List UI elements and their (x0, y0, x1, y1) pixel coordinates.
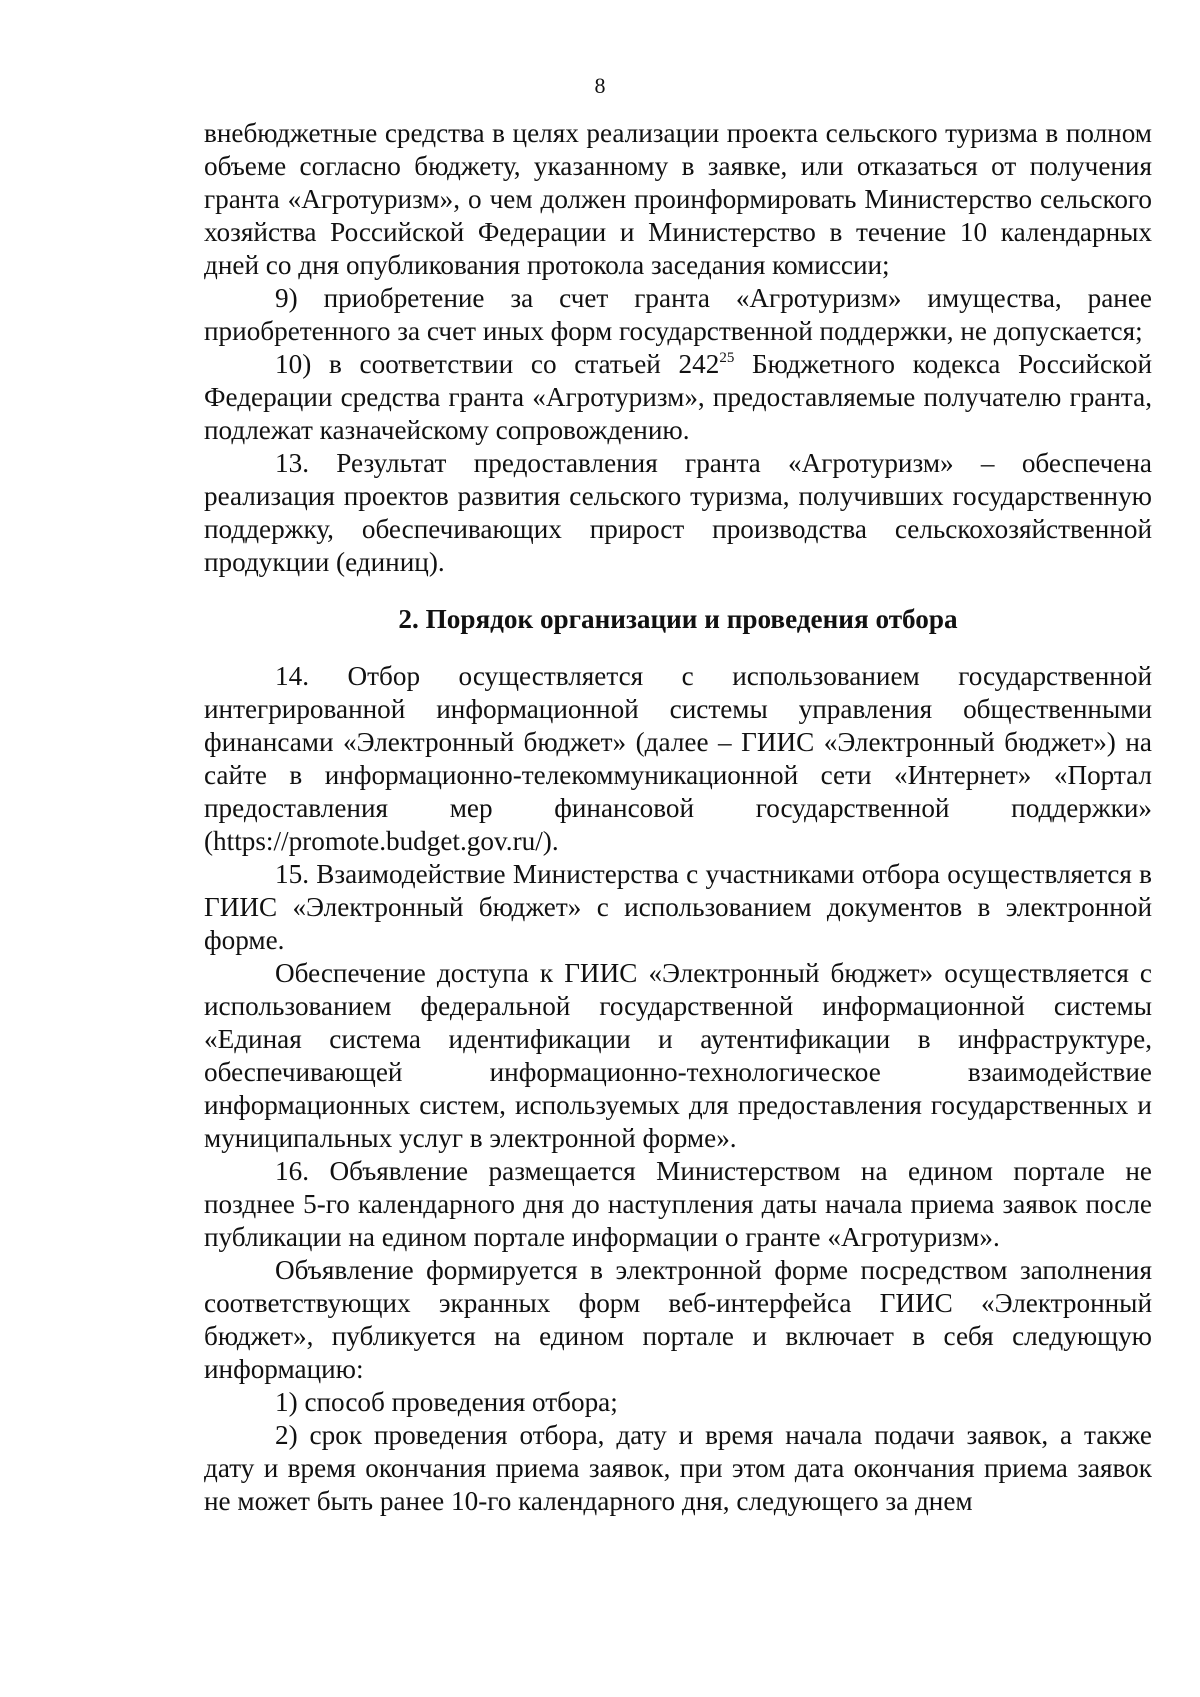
list-item-1: 1) способ проведения отбора; (275, 1387, 618, 1417)
article-superscript: 25 (719, 350, 735, 366)
paragraph-item-9: 9) приобретение за счет гранта «Агротуризм» имущества, ранее приобретенного за счет иных форм государственной поддержки, не допускается; (204, 283, 1152, 346)
paragraph-access: Обеспечение доступа к ГИИС «Электронный бюджет» осуществляется с использованием федеральной государственной информационной системы «Единая система идентификации и аутентификации в инфраструктуре, обеспечивающей информационно-технологическое взаимодействие информационных систем, используемых для предоставления государственных и муниципальных услуг в электронной форме». (204, 958, 1152, 1153)
paragraph-14: 14. Отбор осуществляется с использованием государственной интегрированной информационной системы управления общественными финансами «Электронный бюджет» (далее – ГИИС «Электронный бюджет») на сайте в информационно-телекоммуникационной сети «Интернет» «Портал предоставления мер финансовой государственной поддержки» (https://promote.budget.gov.ru/). (204, 661, 1152, 856)
paragraph-item-10-text-start: 10) в соответствии со статьей 242 (275, 349, 720, 379)
section-heading: 2. Порядок организации и проведения отбора (398, 604, 958, 634)
paragraph-16: 16. Объявление размещается Министерством на едином портале не позднее 5-го календарного дня до наступления даты начала приема заявок после публикации на едином портале информации о гранте «Агротуризм». (204, 1156, 1152, 1252)
paragraph-15: 15. Взаимодействие Министерства с участниками отбора осуществляется в ГИИС «Электронный бюджет» с использованием документов в электронной форме. (204, 859, 1152, 955)
paragraph-item-10-text-end: Бюджетного кодекса Российской Федерации средства гранта «Агротуризм», предоставляемые получателю гранта, подлежат казначейскому сопровождению. (204, 349, 1152, 445)
paragraph-announcement: Объявление формируется в электронной форме посредством заполнения соответствующих экранных форм веб-интерфейса ГИИС «Электронный бюджет», публикуется на едином портале и включает в себя следующую информацию: (204, 1255, 1152, 1384)
paragraph-continuation: внебюджетные средства в целях реализации проекта сельского туризма в полном объеме согласно бюджету, указанному в заявке, или отказаться от получения гранта «Агротуризм», о чем должен проинформировать Министерство сельского хозяйства Российской Федерации и Министерство в течение 10 календарных дней со дня опубликования протокола заседания комиссии; (204, 118, 1152, 280)
list-item-2: 2) срок проведения отбора, дату и время начала подачи заявок, а также дату и время окончания приема заявок, при этом дата окончания приема заявок не может быть ранее 10-го календарного дня, следующего за днем (204, 1420, 1152, 1516)
paragraph-13: 13. Результат предоставления гранта «Агротуризм» – обеспечена реализация проектов развития сельского туризма, получивших государственную поддержку, обеспечивающих прирост производства сельскохозяйственной продукции (единиц). (204, 448, 1152, 577)
document-body (204, 117, 1152, 1518)
paragraph-item-10 (204, 348, 1152, 447)
page-number: 8 (594, 73, 606, 98)
